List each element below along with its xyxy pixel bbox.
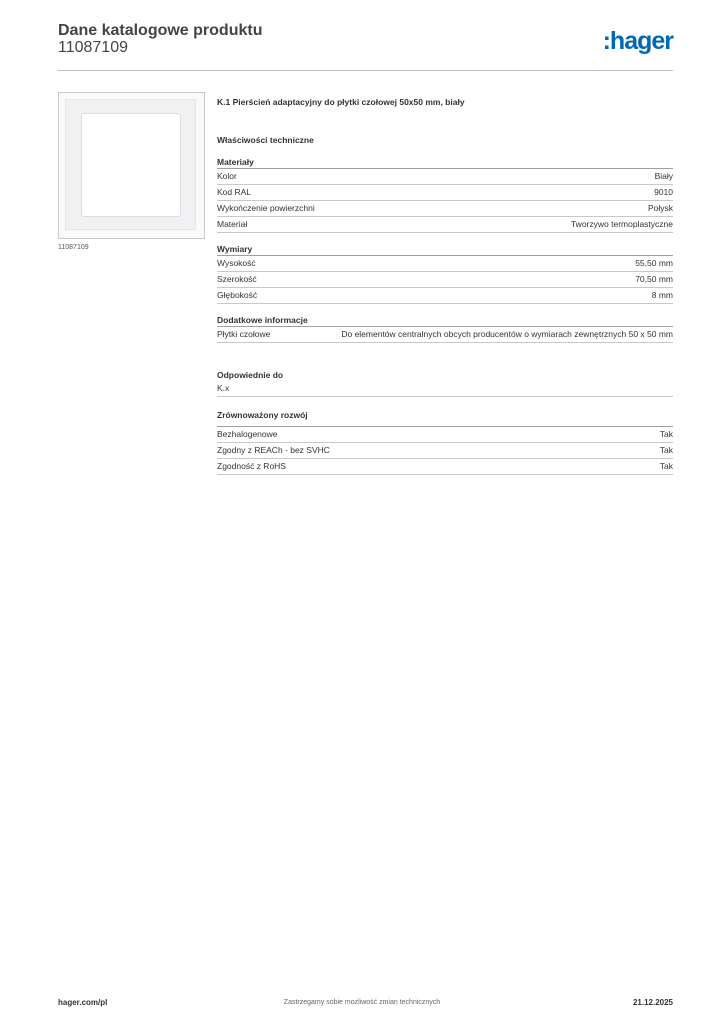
suitable-for-value: K.x bbox=[217, 383, 230, 393]
table-row bbox=[217, 459, 673, 475]
table-row bbox=[217, 443, 673, 459]
table-row bbox=[217, 169, 673, 185]
row-label: Zgodność z RoHS bbox=[217, 461, 286, 471]
table-row bbox=[217, 185, 673, 201]
product-details bbox=[217, 97, 673, 475]
product-number: 11087109 bbox=[58, 39, 128, 56]
row-value: Do elementów centralnych obcych producentów o wymiarach zewnętrznych 50 x 50 mm bbox=[341, 329, 673, 339]
row-value: Tak bbox=[659, 445, 673, 455]
section-additional-info-title: Dodatkowe informacje bbox=[217, 314, 673, 327]
footer-disclaimer: Zastrzegamy sobie możliwość zmian technicznych bbox=[283, 999, 441, 1006]
row-value: Tak bbox=[659, 461, 673, 471]
product-image-caption: 11087109 bbox=[58, 244, 89, 251]
row-value: 55,50 mm bbox=[635, 258, 673, 268]
suitable-for-title: Odpowiednie do bbox=[217, 370, 284, 380]
footer-date: 21.12.2025 bbox=[632, 998, 673, 1007]
row-value: 8 mm bbox=[651, 290, 673, 300]
row-value: Biały bbox=[654, 171, 673, 181]
adapter-ring-opening bbox=[81, 113, 181, 217]
row-label: Głębokość bbox=[217, 290, 258, 300]
product-image bbox=[58, 92, 205, 239]
table-row bbox=[217, 427, 673, 443]
row-label: Bezhalogenowe bbox=[217, 429, 278, 439]
row-label: Wysokość bbox=[217, 258, 256, 268]
page-header bbox=[58, 20, 673, 71]
row-label: Materiał bbox=[217, 219, 248, 229]
row-value: 70,50 mm bbox=[635, 274, 673, 284]
table-row bbox=[217, 201, 673, 217]
row-label: Wykończenie powierzchni bbox=[217, 203, 315, 213]
row-value: Tworzywo termoplastyczne bbox=[570, 219, 673, 229]
row-label: Kod RAL bbox=[217, 187, 252, 197]
row-label: Zgodny z REACh - bez SVHC bbox=[217, 445, 330, 455]
table-row bbox=[217, 256, 673, 272]
row-value: Tak bbox=[659, 429, 673, 439]
row-label: Szerokość bbox=[217, 274, 257, 284]
row-label: Płytki czołowe bbox=[217, 329, 271, 339]
table-row bbox=[217, 217, 673, 233]
table-row bbox=[217, 272, 673, 288]
section-materials-title: Materiały bbox=[217, 156, 673, 169]
row-value: 9010 bbox=[654, 187, 673, 197]
section-dimensions-title: Wymiary bbox=[217, 243, 673, 256]
footer-website-link[interactable]: hager.com/pl bbox=[58, 998, 108, 1007]
row-value: Połysk bbox=[647, 203, 673, 213]
sustainability-title: Zrównoważony rozwój bbox=[217, 410, 308, 420]
technical-properties-title: Właściwości techniczne bbox=[217, 135, 314, 145]
hager-logo: :hager bbox=[602, 27, 673, 55]
table-row bbox=[217, 381, 673, 397]
table-row bbox=[217, 327, 673, 343]
document-title: Dane katalogowe produktu bbox=[58, 22, 263, 39]
table-row bbox=[217, 288, 673, 304]
row-label: Kolor bbox=[217, 171, 237, 181]
adapter-ring-frame bbox=[65, 99, 196, 230]
product-title: K.1 Pierścień adaptacyjny do płytki czołowej 50x50 mm, biały bbox=[217, 97, 465, 107]
